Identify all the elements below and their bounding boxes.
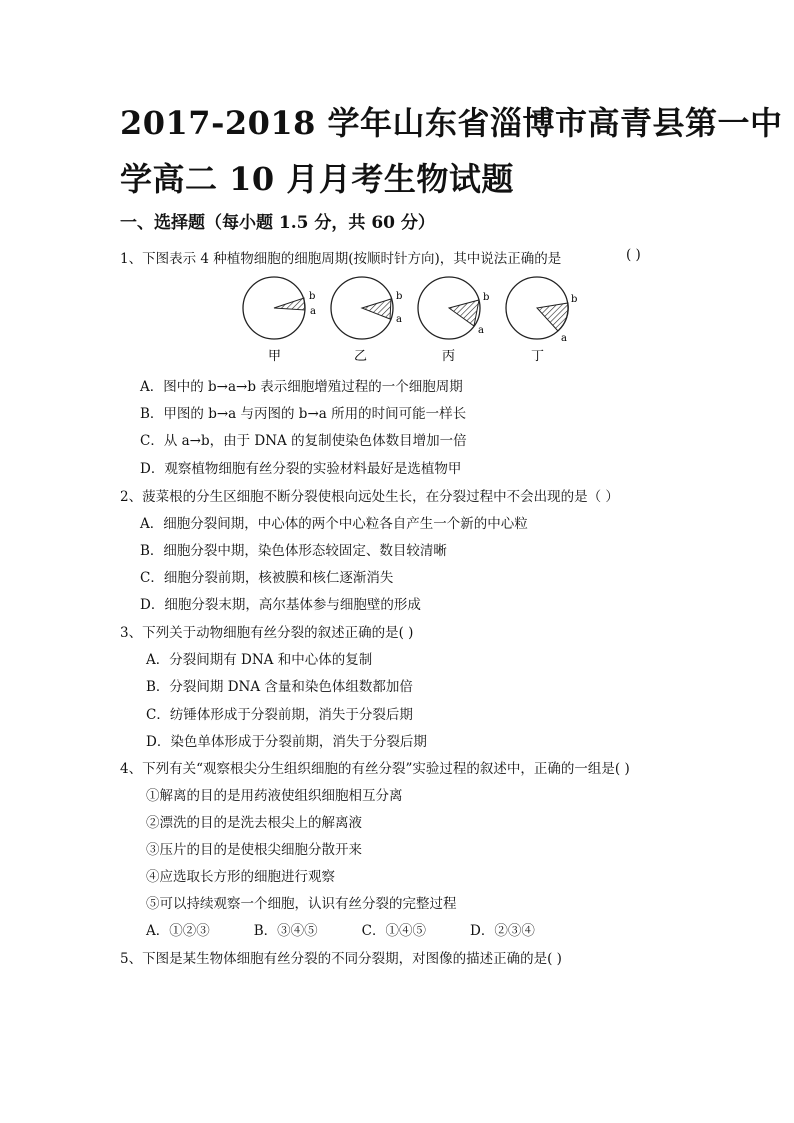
q2-option-d: D．细胞分裂末期，高尔基体参与细胞壁的形成	[140, 597, 421, 613]
circle-bing	[418, 277, 489, 364]
circle-bing-label-b: b	[483, 292, 490, 303]
cell-cycle-figure	[238, 272, 578, 372]
circle-yi-label-a: a	[396, 314, 402, 325]
q1-option-d: D．观察植物细胞有丝分裂的实验材料最好是选植物甲	[140, 461, 462, 477]
circle-ding-label-a: a	[561, 333, 567, 344]
circle-jia-label-a: a	[310, 306, 316, 317]
q3-option-c: C．纺锤体形成于分裂前期，消失于分裂后期	[146, 707, 413, 723]
q4-answer-b: B．③④⑤	[253, 923, 318, 939]
circle-bing-name: 丙	[442, 349, 456, 364]
q3-option-d: D．染色单体形成于分裂前期，消失于分裂后期	[146, 734, 427, 750]
q4-item-1: ①解离的目的是用药液使组织细胞相互分离	[146, 788, 403, 804]
question-2-text: 2、菠菜根的分生区细胞不断分裂使根向远处生长，在分裂过程中不会出现的是（ ）	[120, 489, 619, 505]
cell-cycle-diagram	[238, 272, 578, 372]
q4-item-4: ④应选取长方形的细胞进行观察	[146, 869, 335, 885]
q4-answer-d: D．②③④	[470, 923, 535, 939]
circle-jia	[243, 277, 316, 364]
q1-option-c: C．从 a→b，由于 DNA 的复制使染色体数目增加一倍	[140, 433, 467, 449]
section-heading: 一、选择题（每小题 1.5 分，共 60 分）	[120, 213, 435, 233]
q1-option-a: A．图中的 b→a→b 表示细胞增殖过程的一个细胞周期	[140, 379, 463, 395]
question-5-text: 5、下图是某生物体细胞有丝分裂的不同分裂期，对图像的描述正确的是( )	[120, 951, 562, 967]
q4-answer-c: C．①④⑤	[361, 923, 427, 939]
question-1-answer-paren: ( )	[626, 247, 641, 263]
question-1-text: 1、下图表示 4 种植物细胞的细胞周期(按顺时针方向)，其中说法正确的是	[120, 251, 562, 267]
q4-item-3: ③压片的目的是使根尖细胞分散开来	[146, 842, 362, 858]
circle-ding-name: 丁	[531, 349, 545, 364]
q1-option-b: B．甲图的 b→a 与丙图的 b→a 所用的时间可能一样长	[140, 406, 467, 422]
circle-yi-name: 乙	[354, 349, 368, 364]
question-4-text: 4、下列有关“观察根尖分生组织细胞的有丝分裂”实验过程的叙述中，正确的一组是( )	[120, 761, 630, 777]
q3-option-a: A．分裂间期有 DNA 和中心体的复制	[146, 652, 373, 668]
circle-jia-name: 甲	[268, 349, 282, 364]
circle-yi	[331, 277, 402, 364]
q4-answer-choices	[146, 919, 579, 939]
q4-item-2: ②漂洗的目的是洗去根尖上的解离液	[146, 815, 362, 831]
q4-answer-a: A．①②③	[146, 923, 210, 939]
exam-title-line2: 学高二 10 月月考生物试题	[120, 160, 514, 198]
q2-option-b: B．细胞分裂中期，染色体形态较固定、数目较清晰	[140, 543, 447, 559]
exam-title-line1: 2017-2018 学年山东省淄博市高青县第一中	[120, 104, 783, 142]
circle-jia-label-b: b	[309, 291, 316, 302]
q3-option-b: B．分裂间期 DNA 含量和染色体组数都加倍	[146, 679, 413, 695]
question-3-text: 3、下列关于动物细胞有丝分裂的叙述正确的是( )	[120, 625, 414, 641]
circle-ding-label-b: b	[571, 294, 578, 305]
circle-yi-label-b: b	[396, 291, 403, 302]
circle-bing-label-a: a	[478, 325, 484, 336]
q4-item-5: ⑤可以持续观察一个细胞，认识有丝分裂的完整过程	[146, 896, 457, 912]
circle-ding	[506, 277, 577, 364]
q2-option-c: C．细胞分裂前期，核被膜和核仁逐渐消失	[140, 570, 394, 586]
q2-option-a: A．细胞分裂间期，中心体的两个中心粒各自产生一个新的中心粒	[140, 516, 528, 532]
